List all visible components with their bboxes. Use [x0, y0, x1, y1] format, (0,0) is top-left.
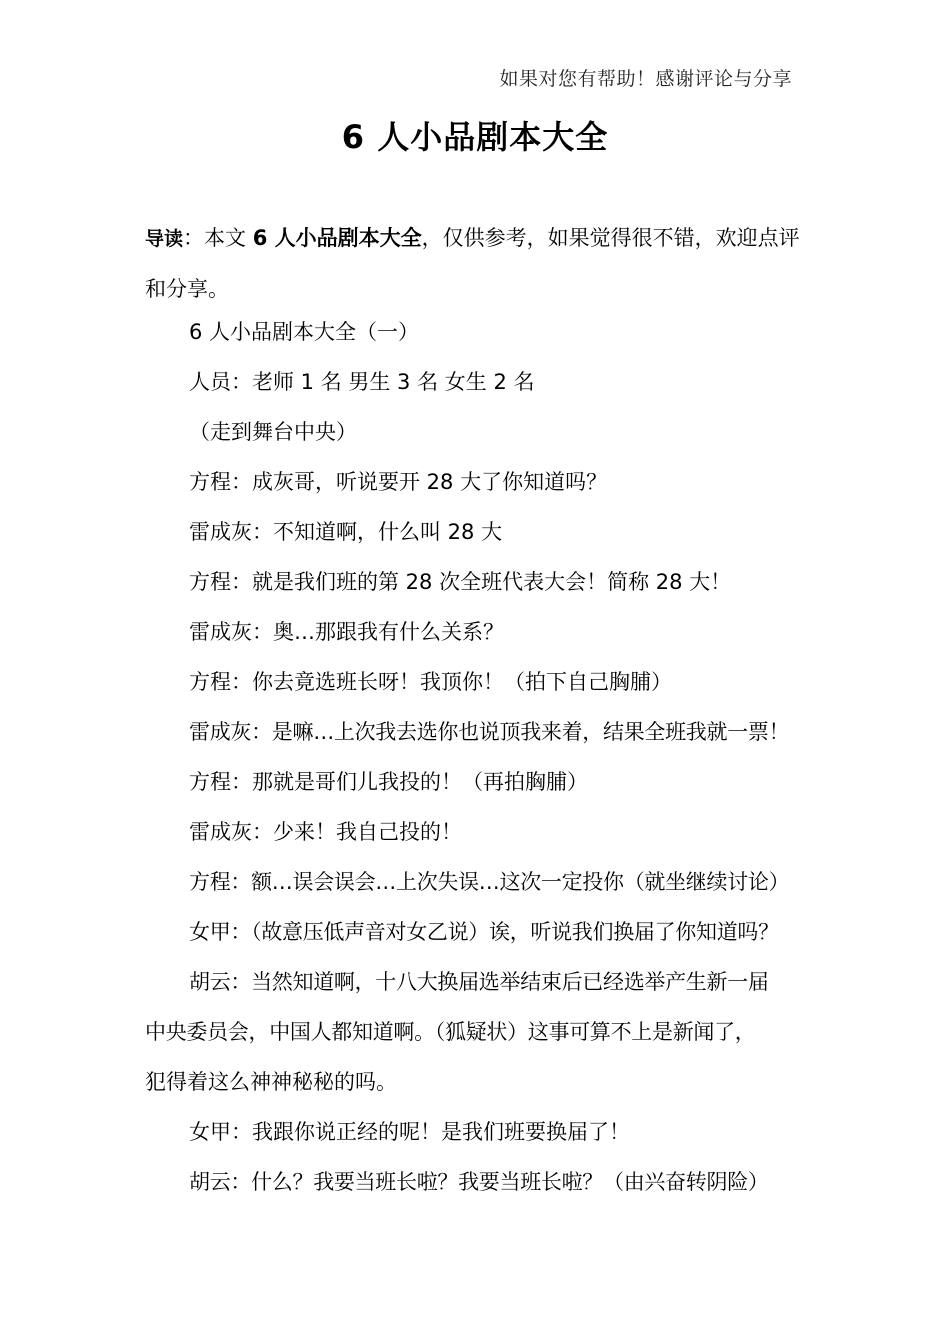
document-title: 6 人小品剧本大全 [341, 118, 609, 156]
script-line: 方程：就是我们班的第 28 次全班代表大会！简称 28 大！ [189, 570, 732, 594]
script-line: 方程：你去竟选班长呀！我顶你！（拍下自己胸脯） [189, 670, 672, 694]
intro-prefix: ：本文 [183, 226, 253, 250]
intro-paragraph [145, 213, 817, 314]
intro-bold-title: 6 人小品剧本大全 [252, 226, 422, 250]
script-line: （走到舞台中央） [189, 420, 357, 444]
script-line: 方程：那就是哥们儿我投的！（再拍胸脯） [189, 770, 588, 794]
script-line: 6 人小品剧本大全（一） [189, 320, 420, 344]
script-body [145, 307, 825, 1207]
script-line: 方程：成灰哥，听说要开 28 大了你知道吗？ [189, 470, 608, 494]
script-line: 雷成灰：是嘛…上次我去选你也说顶我来着，结果全班我就一票！ [189, 720, 790, 744]
intro-suffix: ，仅供参考，如果觉得很不错，欢迎点评和分享。 [145, 226, 800, 301]
script-line: 方程：额…误会误会…上次失误…这次一定投你（就坐继续讨论） [189, 870, 790, 894]
script-line: 犯得着这么神神秘秘的吗。 [145, 1070, 397, 1094]
script-line: 人员：老师 1 名 男生 3 名 女生 2 名 [189, 370, 535, 394]
script-line: 女甲：（故意压低声音对女乙说）诶，听说我们换届了你知道吗？ [189, 920, 779, 944]
script-line: 胡云：什么？我要当班长啦？我要当班长啦？（由兴奋转阴险） [189, 1170, 769, 1194]
script-line: 雷成灰：少来！我自己投的！ [189, 820, 462, 844]
script-line: 女甲：我跟你说正经的呢！是我们班要换届了！ [189, 1120, 630, 1144]
header-note: 如果对您有帮助！感谢评论与分享 [499, 68, 792, 90]
script-line: 中央委员会，中国人都知道啊。（狐疑状）这事可算不上是新闻了， [145, 1020, 756, 1044]
intro-label: 导读 [145, 228, 184, 250]
script-line: 胡云：当然知道啊，十八大换届选举结束后已经选举产生新一届 [189, 970, 769, 994]
script-line: 雷成灰：不知道啊，什么叫 28 大 [189, 520, 503, 544]
script-line: 雷成灰：奥…那跟我有什么关系？ [189, 620, 504, 644]
